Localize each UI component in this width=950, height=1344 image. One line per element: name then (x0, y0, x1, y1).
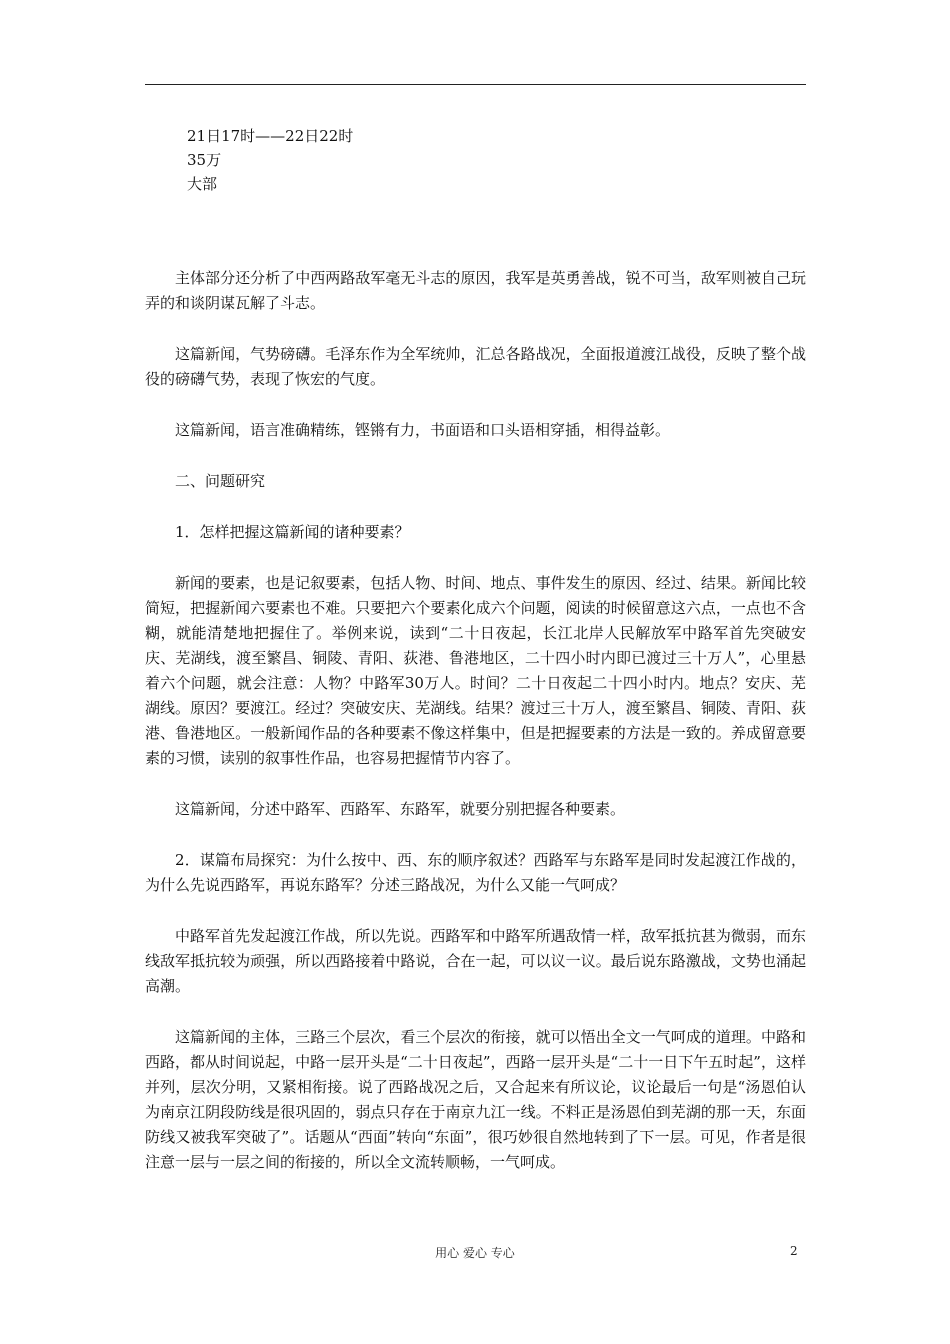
paragraph: 中路军首先发起渡江作战，所以先说。西路军和中路军所遇敌情一样，敌军抵抗甚为微弱，而东线敌军抵抗较为顽强，所以西路接着中路说，合在一起，可以议一议。最后说东路激战，文势也涌起高潮。 (145, 927, 806, 995)
table-cell-time: 21日17时——22日22时 (187, 127, 354, 145)
document-body (145, 266, 806, 1175)
question-heading: 1．怎样把握这篇新闻的诸种要素？ (175, 523, 410, 541)
footer-text: 用心 爱心 专心 (435, 1246, 515, 1260)
paragraph: 这篇新闻，分述中路军、西路军、东路军，就要分别把握各种要素。 (175, 800, 626, 818)
paragraph: 这篇新闻，气势磅礴。毛泽东作为全军统帅，汇总各路战况，全面报道渡江战役，反映了整个战役的磅礴气势，表现了恢宏的气度。 (145, 345, 806, 388)
paragraph: 这篇新闻，语言准确精练，铿锵有力，书面语和口头语相穿插，相得益彰。 (175, 421, 671, 439)
paragraph: 这篇新闻的主体，三路三个层次，看三个层次的衔接，就可以悟出全文一气呵成的道理。中路和西路，都从时间说起，中路一层开头是“二十日夜起”，西路一层开头是“二十一日下午五时起”，这样并列，层次分明，又紧相衔接。说了西路战况之后，又合起来有所议论，议论最后一句是“汤恩伯认为南京江阴段防线是很巩固的，弱点只存在于南京九江一线。不料正是汤恩伯到芜湖的那一天，东面防线又被我军突破了”。话题从“西面”转向“东面”，很巧妙很自然地转到了下一层。可见，作者是很注意一层与一层之间的衔接的，所以全文流转顺畅，一气呵成。 (145, 1028, 806, 1171)
table-cell-result: 大部 (187, 175, 218, 193)
paragraph: 新闻的要素，也是记叙要素，包括人物、时间、地点、事件发生的原因、经过、结果。新闻比较简短，把握新闻六要素也不难。只要把六个要素化成六个问题，阅读的时候留意这六点，一点也不含糊，就能清楚地把握住了。举例来说，读到“二十日夜起，长江北岸人民解放军中路军首先突破安庆、芜湖线，渡至繁昌、铜陵、青阳、荻港、鲁港地区，二十四小时内即已渡过三十万人”，心里悬着六个问题，就会注意：人物？中路军30万人。时间？二十日夜起二十四小时内。地点？安庆、芜湖线。原因？要渡江。经过？突破安庆、芜湖线。结果？渡过三十万人，渡至繁昌、铜陵、青阳、荻港、鲁港地区。一般新闻作品的各种要素不像这样集中，但是把握要素的方法是一致的。养成留意要素的习惯，读别的叙事性作品，也容易把握情节内容了。 (145, 574, 806, 767)
paragraph: 主体部分还分析了中西两路敌军毫无斗志的原因，我军是英勇善战，锐不可当，敌军则被自己玩弄的和谈阴谋瓦解了斗志。 (145, 269, 806, 312)
section-heading: 二、问题研究 (175, 472, 266, 490)
page-number: 2 (790, 1244, 798, 1258)
table-cell-count: 35万 (187, 151, 222, 169)
header-rule (145, 84, 806, 85)
question-heading: 2．谋篇布局探究：为什么按中、西、东的顺序叙述？西路军与东路军是同时发起渡江作战的，为什么先说西路军，再说东路军？分述三路战况，为什么又能一气呵成？ (145, 851, 806, 894)
table-fragment (187, 124, 353, 196)
